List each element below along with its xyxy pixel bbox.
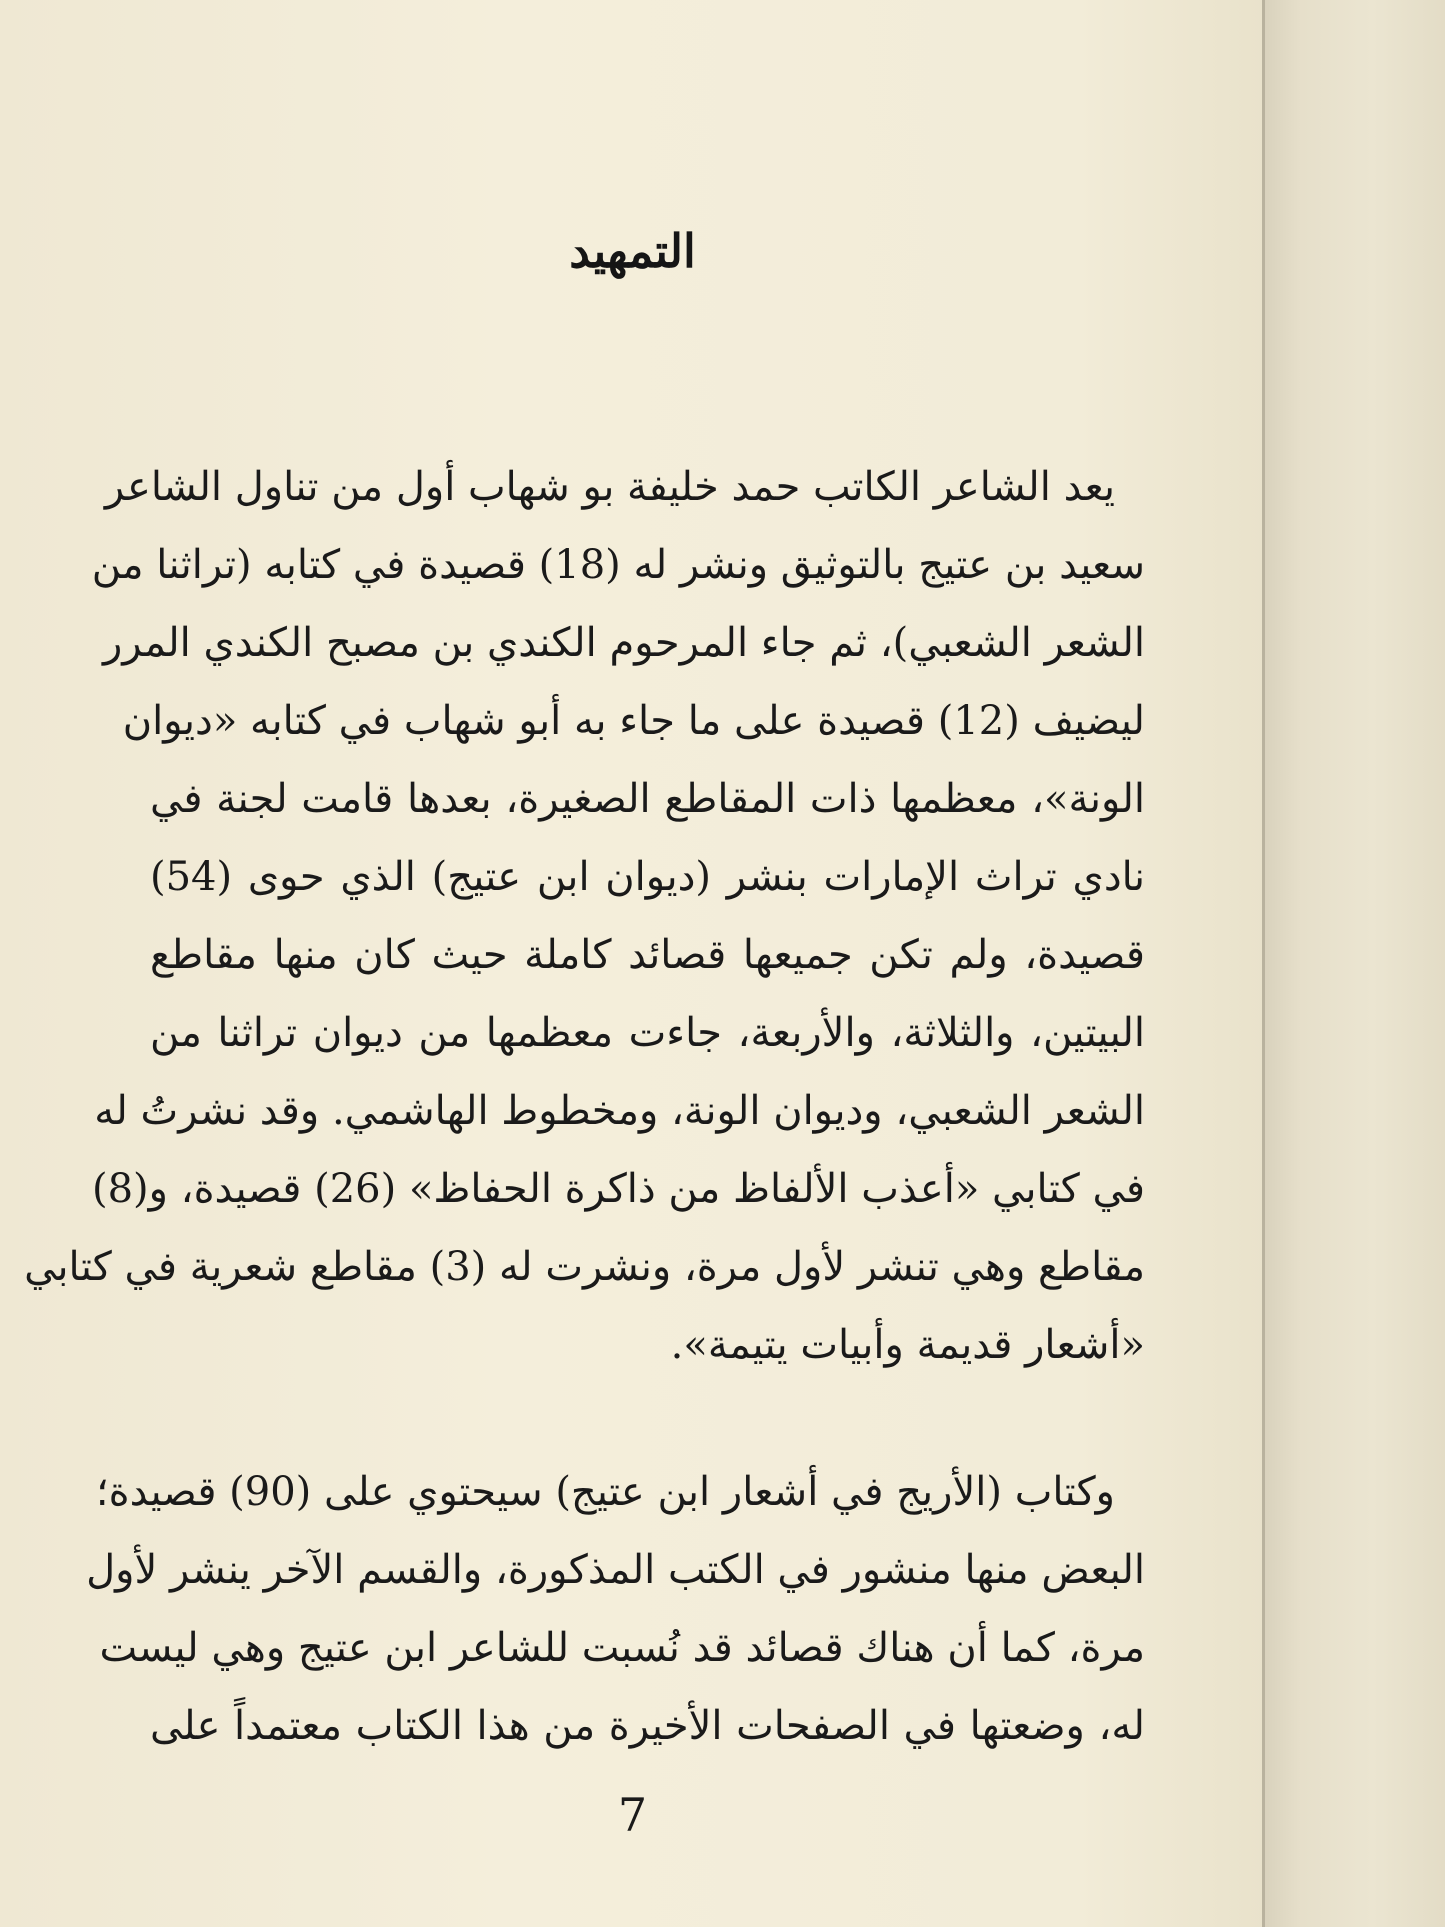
paragraph-2 [86,1453,1145,1765]
text-line: سعيد بن عتيج بالتوثيق ونشر له (18) قصيدة في كتابه (تراثنا من [91,542,1145,588]
page-number: 7 [617,1788,648,1842]
text-line: الشعر الشعبي)، ثم جاء المرحوم الكندي بن مصبح الكندي المرر [102,620,1145,666]
text-line: الونة»، معظمها ذات المقاطع الصغيرة، بعدها قامت لجنة في [150,776,1145,822]
text-line: الشعر الشعبي، وديوان الونة، ومخطوط الهاشمي. وقد نشرتُ له [94,1088,1145,1134]
text-line: «أشعار قديمة وأبيات يتيمة». [670,1322,1145,1368]
text-line: في كتابي «أعذب الألفاظ من ذاكرة الحفاظ» (26) قصيدة، و(8) [91,1166,1145,1212]
text-line: ليضيف (12) قصيدة على ما جاء به أبو شهاب في كتابه «ديوان [122,698,1145,744]
text-line: مقاطع وهي تنشر لأول مرة، ونشرت له (3) مقاطع شعرية في كتابي [24,1244,1145,1290]
text-line: نادي تراث الإمارات بنشر (ديوان ابن عتيج) الذي حوى (54) [150,854,1146,900]
next-page-edge [1265,0,1445,1927]
text-line: له، وضعتها في الصفحات الأخيرة من هذا الكتاب معتمداً على [150,1703,1145,1749]
text-line: البيتين، والثلاثة، والأربعة، جاءت معظمها من ديوان تراثنا من [150,1010,1145,1056]
text-line: مرة، كما أن هناك قصائد قد نُسبت للشاعر ابن عتيج وهي ليست [99,1625,1145,1671]
page-title: التمهيد [569,224,696,278]
text-line: قصيدة، ولم تكن جميعها قصائد كاملة حيث كان منها مقاطع [150,932,1145,978]
paragraph-1 [24,448,1146,1384]
text-line: البعض منها منشور في الكتب المذكورة، والقسم الآخر ينشر لأول [86,1547,1145,1593]
text-line: وكتاب (الأريج في أشعار ابن عتيج) سيحتوي على (90) قصيدة؛ [95,1469,1115,1515]
text-line: يعد الشاعر الكاتب حمد خليفة بو شهاب أول من تناول الشاعر [104,464,1115,510]
